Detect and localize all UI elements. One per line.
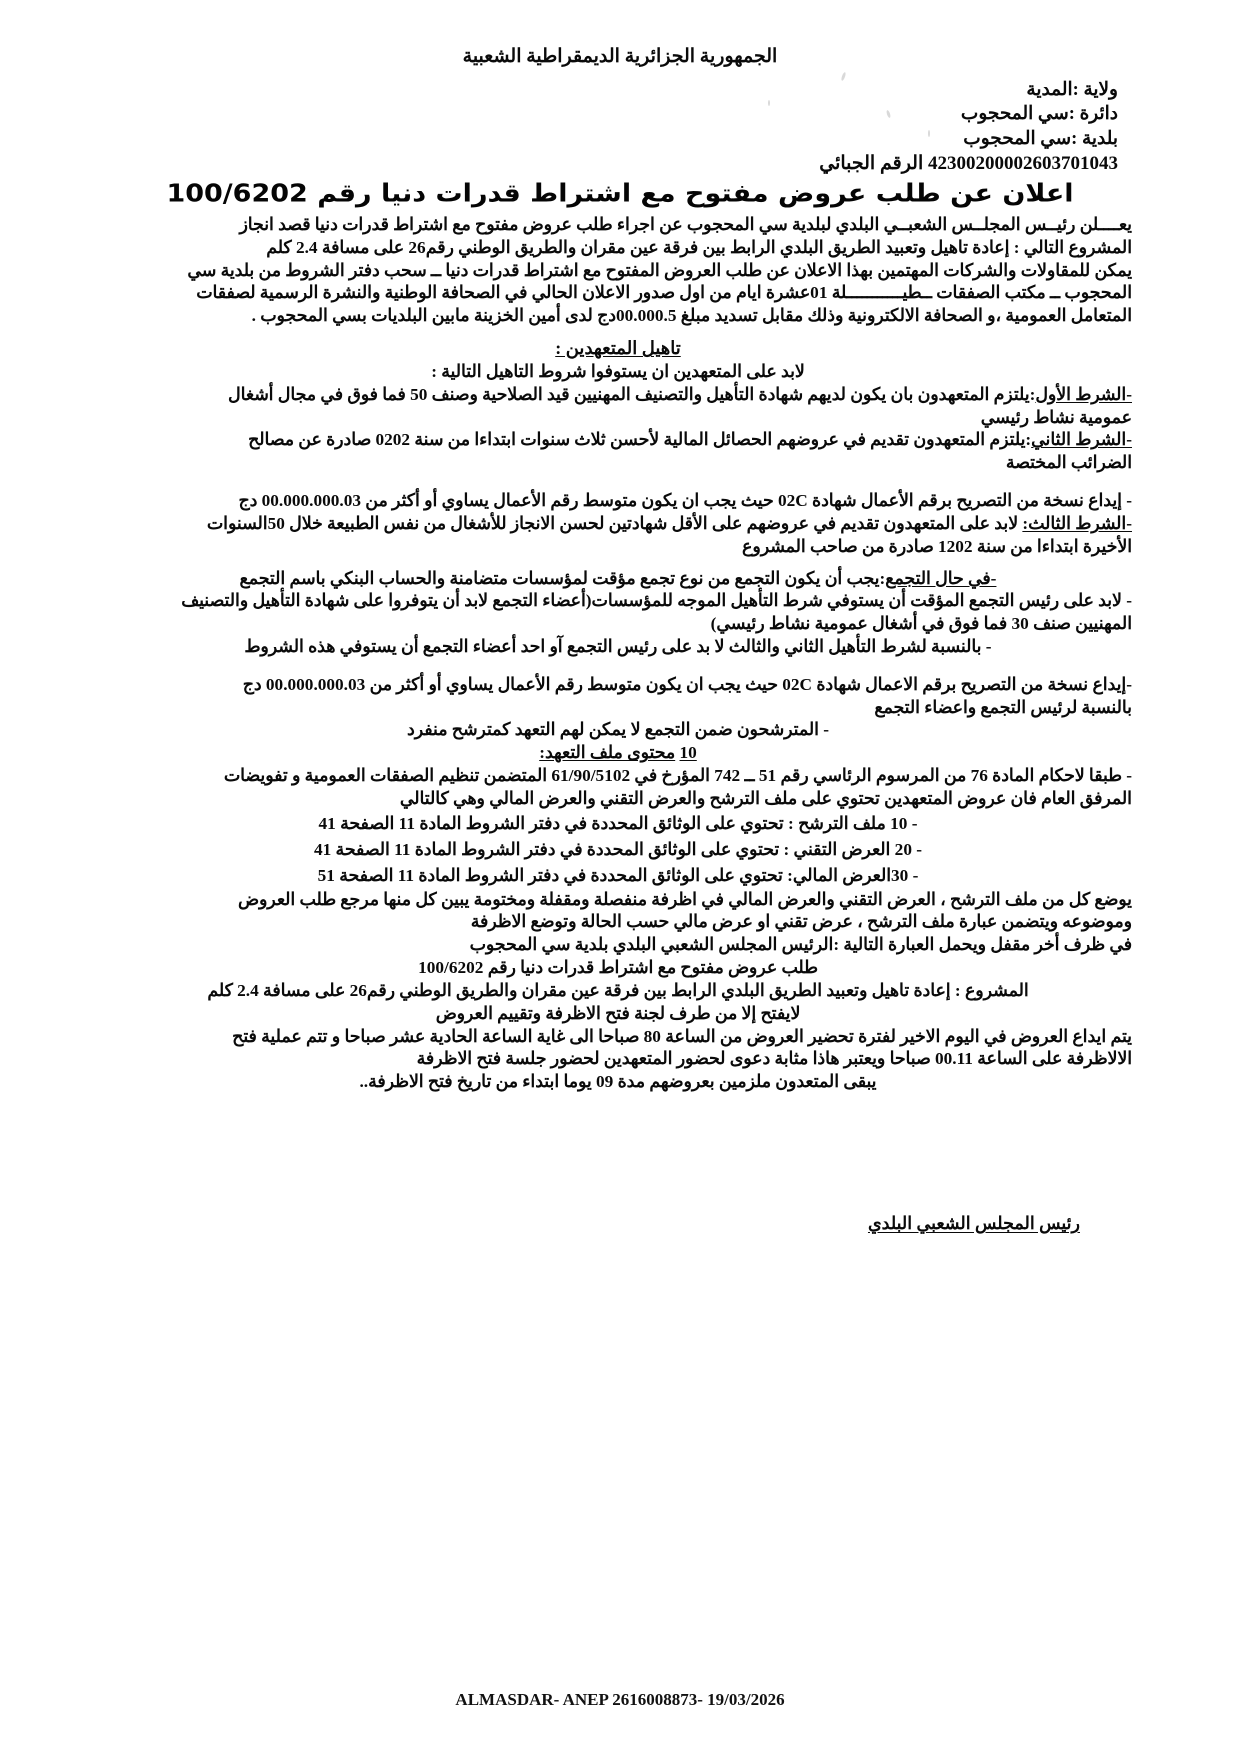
condition-three-label: -الشرط الثالث: [1022, 513, 1132, 533]
condition-two-label: -الشرط الثاني [1031, 430, 1132, 450]
signature-line: رئيس المجلس الشعبي البلدي [867, 1213, 1080, 1233]
envelope-line-3: في ظرف أخر مقفل ويحمل العبارة التالية :الرئيس المجلس الشعبي البلدي بلدية سي المحجوب [469, 935, 1132, 955]
timing-line-1: يتم ايداع العروض في اليوم الاخير لفترة تحضير العروض من الساعة 08 صباحا الى غاية الساعة الحادية عشر صباحا و تتم عملية فتح [232, 1026, 1132, 1046]
condition-three-text: لابد على المتعهدون تقديم في عروضهم على الأقل شهادتين لحسن الانجاز للأشغال من نفس الطبيعة خلال 05السنوات [206, 513, 1023, 533]
announcement-title: اعلان عن طلب عروض مفتوح مع اشتراط قدرات دنيا رقم 2026/001 [166, 179, 1074, 208]
envelope-line-2: وموضوعه ويتضمن عبارة ملف الترشح ، عرض تقني او عرض مالي حسب الحالة وتوضع الاظرفة [470, 912, 1132, 932]
condition-three [104, 513, 1132, 536]
condition-two-cont: الضرائب المختصة [1005, 453, 1132, 473]
administration-block [598, 78, 1118, 176]
national-header: الجمهورية الجزائرية الديمقراطية الشعبية [462, 46, 778, 67]
file-item-technical: - 02 العرض التقني : تحتوي على الوثائق المحددة في دفتر الشروط المادة 11 الصفحة 14 [313, 839, 923, 859]
grouping-label: -في حال التجمع [885, 568, 997, 588]
intro-line-2: المشروع التالي : إعادة تاهيل وتعبيد الطريق البلدي الرابط بين فرقة عين مقران والطريق الوطني رقم62 على مسافة 4.2 كلم [266, 237, 1132, 257]
condition-two-text: :يلتزم المتعهدون تقديم في عروضهم الحصائل المالية لأحسن ثلاث سنوات ابتداءا من سنة 2020 صادرة عن مصالح [248, 430, 1032, 450]
law-reference-line-2: المرفق العام فان عروض المتعهدين تحتوي على ملف الترشح والعرض التقني والعرض المالي وهي كالتالي [399, 788, 1132, 808]
qualification-heading: تاهيل المتعهدين : [555, 338, 681, 359]
timing-line-2: الالاظرفة على الساعة 11.00 صباحا ويعتبر هاذا مثابة دعوى لحضور المتعهدين لحضور جلسة فتح الاظرفة [416, 1049, 1132, 1069]
file-content-heading-text: محتوى ملف التعهد: [539, 743, 676, 763]
intro-line-1: يعــــلن رئيــس المجلــس الشعبــي البلدي لبلدية سي المحجوب عن اجراء طلب عروض مفتوح مع اشتراط قدرات دنيا قصد انجاز [239, 215, 1132, 234]
wilaya-line: ولاية :المدية [1026, 80, 1118, 100]
daira-line: دائرة :سي المحجوب [960, 104, 1118, 125]
grouping-line-3: المهنيين صنف 03 فما فوق في أشغال عمومية نشاط رئيسي) [710, 614, 1132, 634]
c20-declaration-line-1: - إيداع نسخة من التصريح برقم الأعمال شهادة C20 حيث يجب ان يكون متوسط رقم الأعمال يساوي أو أكثر من 30.000.000.00 دج [238, 491, 1132, 511]
file-item-financial: - 03العرض المالي: تحتوي على الوثائق المحددة في دفتر الشروط المادة 11 الصفحة 15 [317, 865, 919, 885]
grouping-text: :يجب أن يكون التجمع من نوع تجمع مؤقت لمؤسسات متضامنة والحساب البنكي باسم التجمع [239, 568, 886, 588]
intro-line-3: يمكن للمقاولات والشركات المهتمين بهذا الاعلان عن طلب العروض المفتوح مع اشتراط قدرات دنيا ــ سحب دفتر الشروط من بلدية سي [187, 260, 1132, 280]
tax-number-label: الرقم الجبائي [819, 153, 924, 175]
file-content-heading [104, 742, 1132, 765]
envelope-line-5: المشروع : إعادة تاهيل وتعبيد الطريق البلدي الرابط بين فرقة عين مقران والطريق الوطني رقم62 على مسافة 4.2 كلم [207, 980, 1029, 1000]
envelope-line-4: طلب عروض مفتوح مع اشتراط قدرات دنيا رقم 2026/001 [418, 958, 818, 978]
condition-two [104, 429, 1132, 452]
grouping-line-5: بالنسبة لرئيس التجمع واعضاء التجمع [874, 697, 1132, 717]
grouping-line-2: - لابد على رئيس التجمع المؤقت أن يستوفي شرط التأهيل الموجه للمؤسسات(أعضاء التجمع لابد أن يتوفروا على شهادة التأهيل والتصنيف [181, 591, 1132, 611]
timing-line-3: يبقى المتعدون ملزمين بعروضهم مدة 90 يوما ابتداء من تاريخ فتح الاظرفة.. [359, 1072, 877, 1092]
intro-line-5: المتعامل العمومية ،و الصحافة الالكترونية وذلك مقابل تسديد مبلغ 5.000.00دج لدى أمين الخزينة مابين البلديات بسي المحجوب . [251, 306, 1132, 326]
condition-one-label: -الشرط الأول [1035, 384, 1132, 404]
file-item-candidature: - 01 ملف الترشح : تحتوي على الوثائق المحددة في دفتر الشروط المادة 11 الصفحة 14 [318, 813, 918, 833]
intro-block [104, 214, 1132, 328]
grouping-line-1 [104, 568, 1132, 591]
qualification-lead: لابد على المتعهدين ان يستوفوا شروط التاهيل التالية : [431, 361, 805, 381]
footer-anep-reference: ALMASDAR- ANEP 2616008873- 19/03/2026 [455, 1690, 785, 1709]
grouping-line-4: - بالنسبة لشرط التأهيل الثاني والثالث لا بد على رئيس التجمع آو احد أعضاء التجمع أن يستوفي هذه الشروط [244, 637, 992, 656]
baladia-line: بلدية :سي المحجوب [963, 128, 1118, 149]
law-reference-line-1: - طبقا لاحكام المادة 67 من المرسوم الرئاسي رقم 15 ــ 247 المؤرخ في 2015/09/16 المتضمن تنظيم الصفقات العمومية و تفويضات [223, 766, 1132, 786]
condition-one-text: :يلتزم المتعهدون بان يكون لديهم شهادة التأهيل والتصنيف المهنيين قيد الصلاحية وصنف 05 فما فوق في مجال أشغال [228, 384, 1036, 404]
intro-line-4: المحجوب ــ مكتب الصفقات ــطيـــــــــــلة 10عشرة ايام من اول صدور الاعلان الحالي في الصحافة الوطنية والنشرة الرسمية لصفقات [196, 283, 1132, 303]
file-content-heading-number: 01 [679, 743, 697, 763]
document-body [104, 214, 1132, 1094]
condition-three-cont: الأخيرة ابتداءا من سنة 2021 صادرة من صاحب المشروع [742, 536, 1132, 556]
envelope-line-6: لايفتح إلا من طرف لجنة فتح الاظرفة وتقييم العروض [435, 1003, 801, 1023]
grouping-line-6: - المترشحون ضمن التجمع لا يمكن لهم التعهد كمترشح منفرد [407, 720, 829, 740]
tax-number-value: 42300200002603701043 [928, 153, 1118, 175]
envelope-line-1: يوضع كل من ملف الترشح ، العرض التقني والعرض المالي في اظرفة منفصلة ومقفلة ومختومة يبين كل منها مرجع طلب العروض [238, 889, 1132, 909]
tax-number-line [598, 151, 1118, 176]
condition-one [104, 384, 1132, 407]
c20-declaration-line-2: -إيداع نسخة من التصريح برقم الاعمال شهادة C20 حيث يجب ان يكون متوسط رقم الأعمال يساوي أو أكثر من 30.000.000.00 دج [242, 674, 1132, 694]
condition-one-cont: عمومية نشاط رئيسي [980, 407, 1132, 427]
